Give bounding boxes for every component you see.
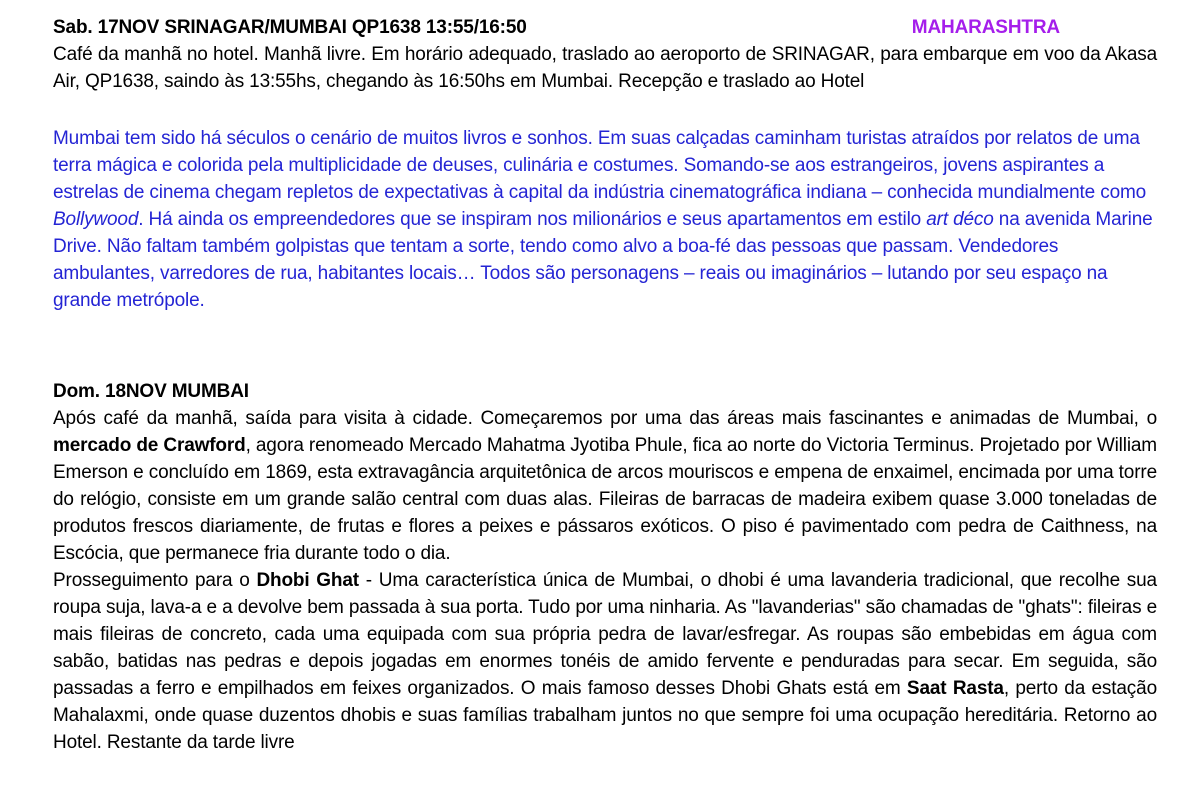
- day2-paragraph-crawford-market: [53, 405, 1157, 567]
- itinerary-document: [53, 14, 1157, 756]
- text-run: na avenida Marine Drive. Não faltam também golpistas que tentam a sorte, tendo como alvo a boa-fé das pessoas que passam. Vendedores ambulantes, varredores de rua, habitantes locais… Todos são personagens – reais ou imaginários – lutando por seu espaço na grande metrópole.: [53, 209, 1153, 311]
- text-run: , agora renomeado Mercado Mahatma Jyotiba Phule, fica ao norte do Victoria Terminus. Projetado por William Emerson e concluído em 1869, esta extravagância arquitetônica de arcos mouriscos e empena de enxaimel, encimada por uma torre do relógio, consiste em um grande salão central com duas alas. Fileiras de barracas de madeira exibem quase 3.000 toneladas de produtos frescos diariamente, de frutas e flores a peixes e pássaros exóticos. O piso é pavimentado com pedra de Caithness, na Escócia, que permanece fria durante todo o dia.: [53, 435, 1157, 564]
- day2-heading: Dom. 18NOV MUMBAI: [53, 381, 249, 402]
- text-run: Prosseguimento para o: [53, 570, 257, 591]
- day2-paragraph-dhobi-ghat: [53, 567, 1157, 756]
- day1-heading-row: [53, 14, 1157, 41]
- text-run: . Há ainda os empreendedores que se inspiram nos milionários e seus apartamentos em estilo: [138, 209, 927, 230]
- mumbai-description-paragraph: [53, 125, 1157, 314]
- text-run: Bollywood: [53, 209, 139, 230]
- text-run: Saat Rasta: [906, 678, 1004, 699]
- region-label: MAHARASHTRA: [911, 17, 1060, 38]
- text-run: mercado de Crawford: [53, 435, 246, 456]
- text-run: art déco: [926, 209, 994, 230]
- text-run: - Uma característica única de Mumbai, o dhobi é uma lavanderia tradicional, que recolhe sua roupa suja, lava-a e a devolve bem passada à sua porta. Tudo por uma ninharia. As "lavanderias" são chamadas de "ghats": fileiras e mais fileiras de concreto, cada uma equipada com sua própria pedra de lavar/esfregar. As roupas são embebidas em água com sabão, batidas nas pedras e depois jogadas em enormes tonéis de amido fervente e penduradas para secar. Em seguida, são passadas a ferro e empilhados em feixes organizados. O mais famoso desses Dhobi Ghats está em: [53, 570, 1157, 699]
- text-run: Dhobi Ghat: [256, 570, 359, 591]
- text-run: Após café da manhã, saída para visita à cidade. Começaremos por uma das áreas mais fascinantes e animadas de Mumbai, o: [53, 408, 1157, 429]
- day1-heading: Sab. 17NOV SRINAGAR/MUMBAI QP1638 13:55/16:50: [53, 17, 527, 38]
- day1-paragraph: Café da manhã no hotel. Manhã livre. Em horário adequado, traslado ao aeroporto de SRINAGAR, para embarque em voo da Akasa Air, QP1638, saindo às 13:55hs, chegando às 16:50hs em Mumbai. Recepção e traslado ao Hotel: [53, 44, 1157, 92]
- text-run: , perto da estação Mahalaxmi, onde quase duzentos dhobis e suas famílias trabalham juntos no que sempre foi uma ocupação hereditária. Retorno ao Hotel. Restante da tarde livre: [53, 678, 1157, 753]
- text-run: Mumbai tem sido há séculos o cenário de muitos livros e sonhos. Em suas calçadas caminham turistas atraídos por relatos de uma terra mágica e colorida pela multiplicidade de deuses, culinária e costumes. Somando-se aos estrangeiros, jovens aspirantes a estrelas de cinema chegam repletos de expectativas à capital da indústria cinematográfica indiana – conhecida mundialmente como: [53, 128, 1147, 203]
